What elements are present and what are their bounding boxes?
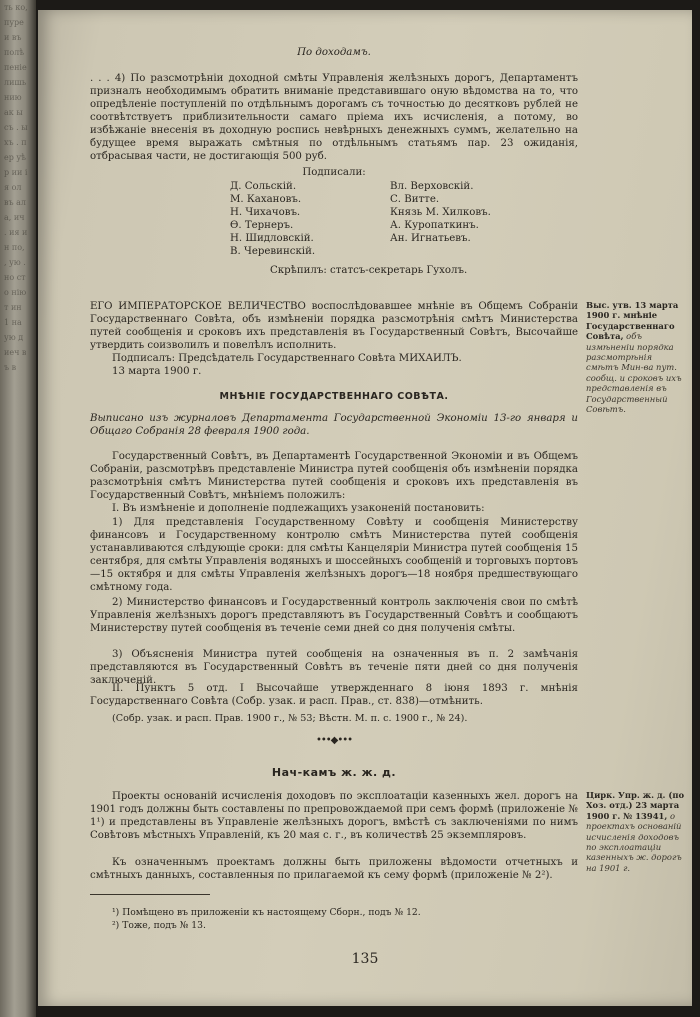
section-heading: По доходамъ. [297, 47, 371, 58]
signature: В. Черевинскій. [230, 246, 316, 257]
signature: Н. Чихачовъ. [230, 207, 301, 218]
attestation: Скрѣпилъ: статсъ-секретарь Гухолъ. [270, 265, 468, 276]
book-edge [0, 0, 36, 1017]
imperial-approval-paragraph: ЕГО ИМПЕРАТОРСКОЕ ВЕЛИЧЕСТВО воспослѣдовавшее мнѣніе въ Общемъ Собраніи Государственнаго Совѣта, объ измѣненіи порядка разсмотрѣнія смѣтъ Министерства путей сообщенія и сроковъ ихъ представленія въ Государственный Совѣтъ, Высочайше утвердить соизволилъ и повелѣлъ исполнить. [90, 301, 578, 351]
signature: Д. Сольскій. [230, 181, 297, 192]
item-II: II. Пунктъ 5 отд. I Высочайше утвержденнаго 8 іюня 1893 г. мнѣнія Государственнаго Совѣта (Собр. узак. и расп. Прав., ст. 838)—отмѣнить. [90, 683, 578, 707]
signature: Вл. Верховскій. [390, 181, 474, 192]
signature: Князь М. Хилковъ. [390, 207, 491, 218]
journal-extract: Выписано изъ журналовъ Департамента Государственной Экономіи 13-го января и Общаго Собранія 28 февраля 1900 года. [90, 413, 578, 437]
item-2: 2) Министерство финансовъ и Государственный контроль заключенія свои по смѣтѣ Управленія желѣзныхъ дорогъ представляютъ въ Государственный Совѣтъ и сообщаютъ Министерству путей сообщенія въ теченіе семи дней со дня полученія смѣты. [90, 597, 578, 634]
signatures-left-column [230, 180, 380, 258]
footnote-2: ²) Тоже, подъ № 13. [112, 920, 206, 931]
item-I: I. Въ измѣненіе и дополненіе подлежащихъ узаконеній постановить: [112, 503, 485, 514]
signature: Н. Шидловскій. [230, 233, 314, 244]
footnote-rule [90, 894, 210, 895]
page-number: 135 [351, 951, 379, 967]
footnote-1: ¹) Помѣщено въ приложеніи къ настоящему Сборн., подъ № 12. [112, 907, 421, 918]
adjacent-page-text: ть ко, пуре и въ полѣ пеніе лишь нию ак ы съ . ыхъ . пер уѣр ии ія ол въ ала, ич . ия ин по, , ую . но сто нію т ин 1 на ую д иеч въ в [4, 3, 28, 372]
side-note-approval [586, 300, 686, 414]
signatures-right-column [390, 180, 540, 258]
opinion-title: МНѢНІЕ ГОСУДАРСТВЕННАГО СОВѢТА. [219, 391, 449, 402]
side-note-circular-text: о проектахъ основаній исчисленія доходовъ по эксплоатаціи казенныхъ ж. дорогъ на 1901 г. [586, 810, 682, 873]
item-3: 3) Объясненія Министра путей сообщенія на означенныя въ п. 2 замѣчанія представляются въ Государственный Совѣтъ въ теченіе пяти дней со дня полученія заключеній. [90, 649, 578, 686]
signature: Ѳ. Тернеръ. [230, 220, 294, 231]
citation: (Собр. узак. и расп. Прав. 1900 г., № 53; Вѣстн. М. п. с. 1900 г., № 24). [112, 713, 468, 724]
circular-paragraph-2: Къ означеннымъ проектамъ должны быть приложены вѣдомости отчетныхъ и смѣтныхъ данныхъ, составленныя по прилагаемой къ сему формѣ (приложеніе № 2²). [90, 857, 578, 881]
side-note-approval-bold: Выс. утв. 13 марта 1900 г. мнѣніе Государственнаго Совѣта, [586, 300, 679, 342]
signature: Ан. Игнатьевъ. [390, 233, 471, 244]
signature: С. Витте. [390, 194, 440, 205]
circular-title: Нач-камъ ж. ж. д. [271, 766, 397, 779]
ornament-divider: •••◆••• [315, 735, 353, 746]
side-note-circular-bold: Цирк. Упр. ж. д. (по Хоз. отд.) 23 марта 1900 г. № 13941, [586, 790, 685, 821]
approval-date: 13 марта 1900 г. [112, 366, 202, 377]
item-1: 1) Для представленія Государственному Совѣту и сообщенія Министерству финансовъ и Государственному контролю смѣтъ Министерства путей сообщенія устанавливаются слѣдующіе сроки: для смѣты Канцеляріи Министра путей сообщенія 15 сентября, для смѣты Управленія водяныхъ и шоссейныхъ сообщеній и торговыхъ портовъ—15 октября и для смѣты Управленія желѣзныхъ дорогъ—18 ноября предшествующаго смѣтному года. [90, 517, 578, 593]
signature: А. Куропаткинъ. [390, 220, 479, 231]
side-note-approval-text: объ измѣненіи порядка разсмотрѣнія смѣтъ Мин-ва пут. сообщ. и сроковъ ихъ представленія въ Государственный Совѣтъ. [586, 331, 682, 415]
chairman-signature: Подписалъ: Предсѣдатель Государственнаго Совѣта МИХАИЛЪ. [112, 353, 462, 364]
intro-paragraph: . . . 4) По разсмотрѣніи доходной смѣты Управленія желѣзныхъ дорогъ, Департаментъ призналъ необходимымъ обратить вниманіе представившаго оную вѣдомства на то, что опредѣленіе поступленій по отдѣльнымъ дорогамъ съ точностью до десятковъ рублей не соотвѣтствуетъ приблизительности самаго пріема ихъ исчисленія, а потому, во избѣжаніе внесенія въ доходную роспись невѣрныхъ денежныхъ суммъ, желательно на будущее время выражать смѣтныя по отдѣльнымъ статьямъ пар. 23 ожиданія, отбрасывая части, не достигающія 500 руб. [90, 73, 578, 162]
document-page [38, 10, 692, 1006]
side-note-circular [586, 790, 686, 873]
signature: М. Кахановъ. [230, 194, 302, 205]
signed-label: Подписали: [302, 167, 366, 178]
council-paragraph: Государственный Совѣтъ, въ Департаментѣ Государственной Экономіи и въ Общемъ Собраніи, разсмотрѣвъ представленіе Министра путей сообщенія объ измѣненіи порядка разсмотрѣнія смѣтъ Министерства путей сообщенія и сроковъ ихъ представленія въ Государственный Совѣтъ, мнѣніемъ положилъ: [90, 451, 578, 501]
circular-paragraph-1: Проекты основаній исчисленія доходовъ по эксплоатаціи казенныхъ жел. дорогъ на 1901 годъ должны быть составлены по препровождаемой при семъ формѣ (приложеніе № 1¹) и представлены въ Управленіе желѣзныхъ дорогъ, вмѣстѣ съ заключеніями по нимъ Совѣтовъ мѣстныхъ Управленій, къ 20 мая с. г., въ количествѣ 25 экземпляровъ. [90, 791, 578, 841]
signatures-block [90, 180, 578, 258]
